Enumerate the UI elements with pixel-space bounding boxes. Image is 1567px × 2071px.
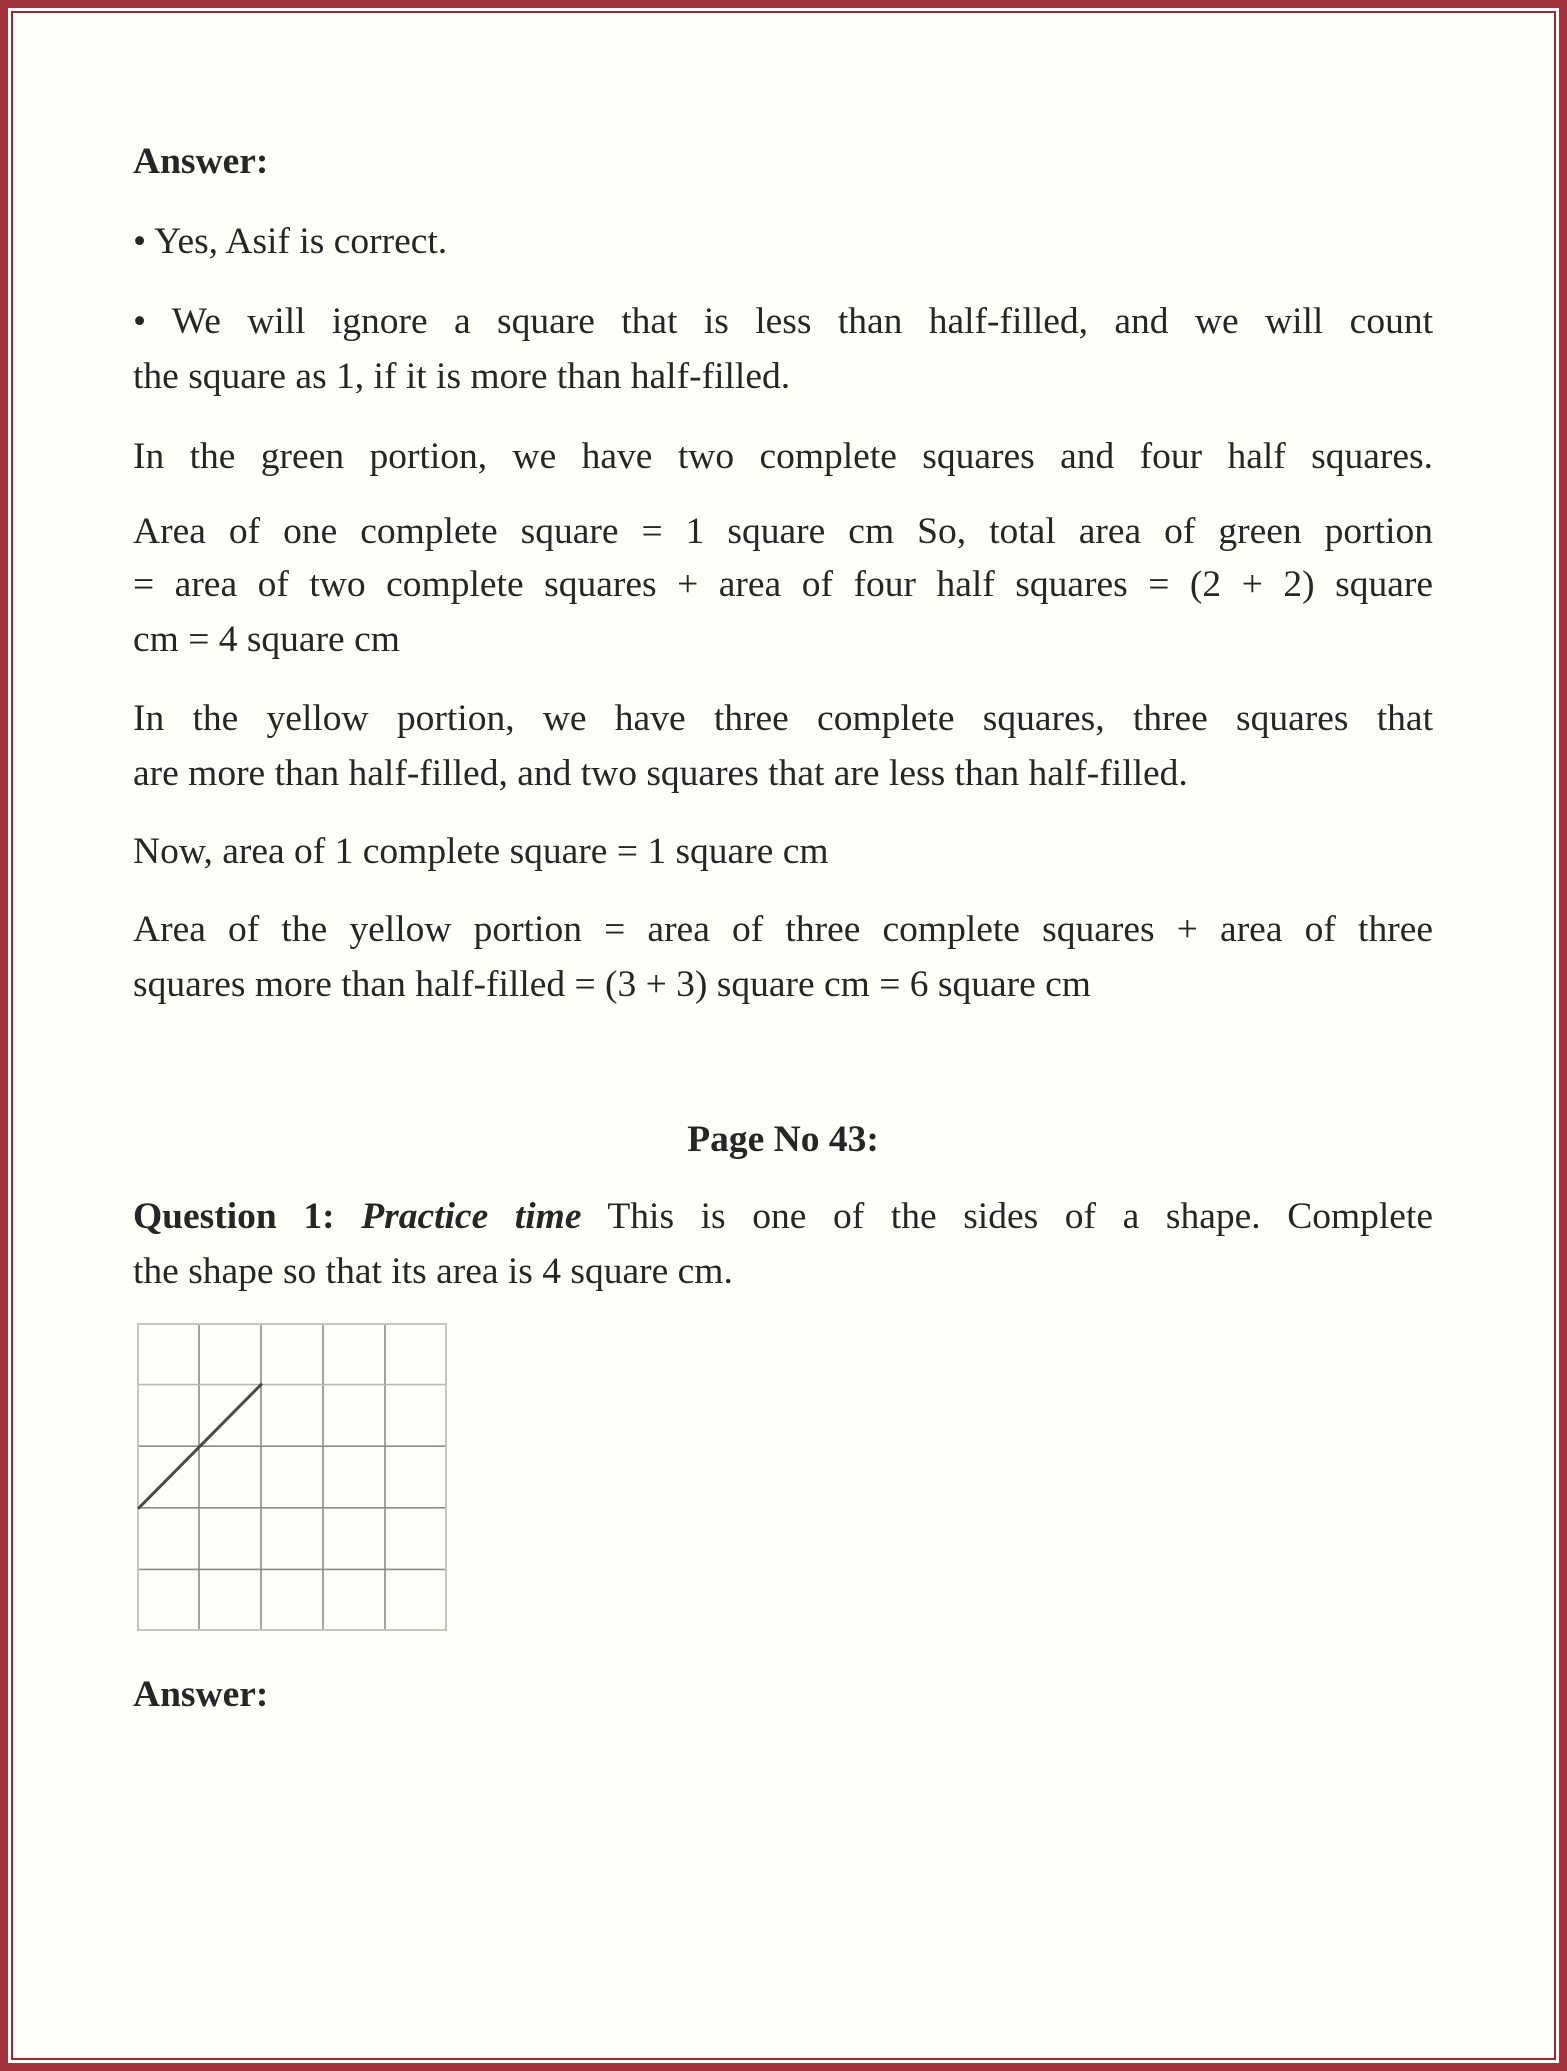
answer-heading: Answer: — [133, 141, 269, 182]
bullet-ignore-rule-line2: the square as 1, if it is more than half-filled. — [133, 356, 791, 397]
bullet-asif-correct: • Yes, Asif is correct. — [133, 221, 448, 262]
square-grid-figure — [137, 1323, 447, 1631]
question-emphasis: Practice time — [361, 1196, 582, 1237]
page-number-heading: Page No 43: — [687, 1119, 879, 1160]
question-text: This is one of the sides of a shape. Complete — [581, 1196, 1434, 1237]
yellow-area-line1: Area of the yellow portion = area of three complete squares + area of three — [133, 909, 1433, 950]
grid-outer-border — [138, 1324, 446, 1630]
question-1-line2: the shape so that its area is 4 square cm. — [133, 1251, 733, 1292]
question-1-line1 — [133, 1195, 1433, 1239]
yellow-area-line2: squares more than half-filled = (3 + 3) square cm = 6 square cm — [133, 964, 1091, 1005]
green-area-line2: = area of two complete squares + area of four half squares = (2 + 2) square — [133, 564, 1433, 605]
yellow-portion-line1: In the yellow portion, we have three complete squares, three squares that — [133, 698, 1433, 739]
green-area-line1: Area of one complete square = 1 square cm So, total area of green portion — [133, 511, 1433, 552]
answer-2-heading: Answer: — [133, 1674, 269, 1715]
bullet-ignore-rule-line1: • We will ignore a square that is less than half-filled, and we will count — [133, 301, 1433, 342]
yellow-portion-line2: are more than half-filled, and two squares that are less than half-filled. — [133, 753, 1188, 794]
question-label: Question 1: — [133, 1196, 335, 1237]
green-area-line3: cm = 4 square cm — [133, 619, 400, 660]
green-portion-intro: In the green portion, we have two complete squares and four half squares. — [133, 436, 1433, 477]
grid-inner-lines — [137, 1323, 447, 1631]
unit-square-area: Now, area of 1 complete square = 1 square cm — [133, 831, 829, 872]
